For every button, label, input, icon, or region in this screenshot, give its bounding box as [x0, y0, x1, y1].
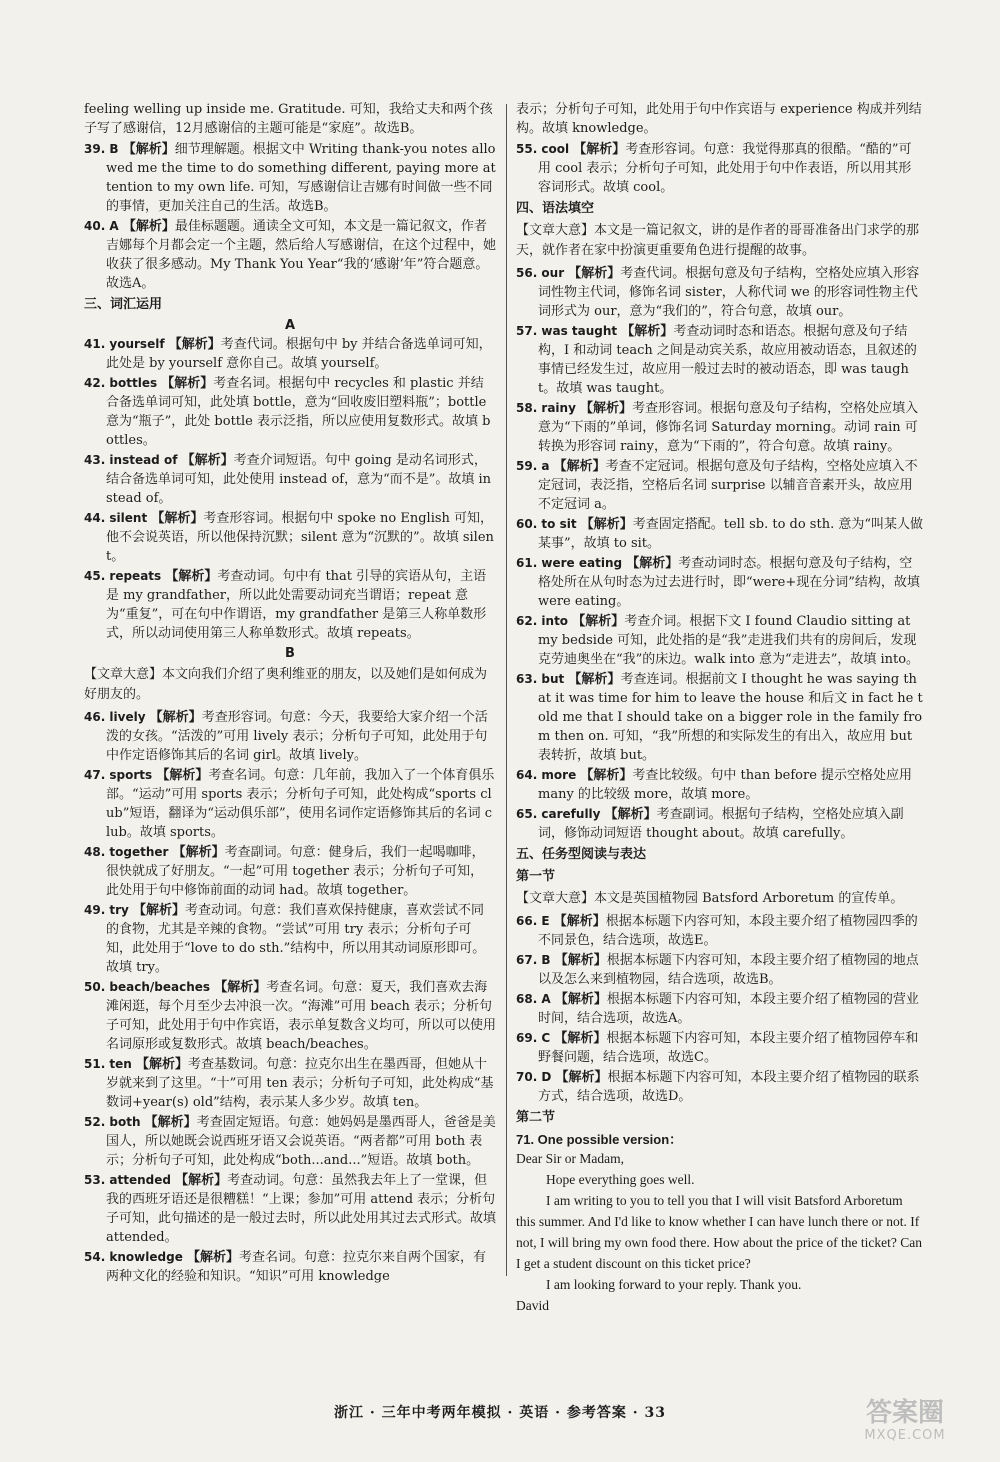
watermark-title: 答案圈: [865, 1398, 944, 1428]
answer-item-53: 53. attended 【解析】考查动词。句意：虽然我去年上了一堂课，但我的西班牙语还是很糟糕！“上课；参加”可用 attend 表示；分析句子可知，此句描述的是一般过去时，所以此处用其过去式形式。故填 attended。: [84, 1173, 497, 1245]
continued-text: feeling welling up inside me. Gratitude. 可知，我给丈夫和两个孩子写了感谢信，12月感谢信的主题可能是“家庭”。故选B。: [84, 102, 493, 136]
answer-item-56: 56. our 【解析】考查代词。根据句意及句子结构，空格处应填入形容词性物主代词，修饰名词 sister，人称代词 we 的形容词性物主代词形式为 our，意为“我们的”，符合句意，故填 our。: [516, 266, 920, 319]
page-footer: 浙江 · 三年中考两年模拟 · 英语 · 参考答案 · 33: [334, 1405, 666, 1421]
answer-item-62: 62. into 【解析】考查介词。根据下文 I found Claudio sitting at my bedside 可知，此处指的是“我”走进我们共有的房间后，发现克劳迪奥坐在“我”的床边。walk into 意为“走进去”，故填 into。: [516, 614, 920, 667]
answer-item-61: 61. were eating 【解析】考查动词时态。根据句意及句子结构，空格处所在从句时态为过去进行时，即“were+现在分词”结构，故填 were eating。: [516, 556, 920, 609]
answer-item-39: 39. B 【解析】细节理解题。根据文中 Writing thank-you notes allowed me the time to do something different, paying more attention to my own life. 可知，写感谢信让吉娜有时间做一些不同的事情，更加关注自己的生活。故选B。: [84, 142, 496, 214]
watermark-url: MXQE.COM: [864, 1428, 946, 1443]
letter-paragraph: I am looking forward to your reply. Thank you.: [546, 1277, 802, 1292]
answer-item-63: 63. but 【解析】考查连词。根据前文 I thought he was saying that it was time for him to leave the house 和后文 in fact he told me that I should take on a bigger role in the family from then on. 可知，“我”所想的和实际发生的有出入，故应用 but 表转折，故填 but。: [516, 672, 923, 763]
answer-item-49: 49. try 【解析】考查动词。句意：我们喜欢保持健康，喜欢尝试不同的食物，尤其是辛辣的食物。“尝试”可用 try 表示；分析句子可知，此处用于“love to do sth.”结构中，所以用其动词原形即可。故填 try。: [84, 903, 486, 975]
continued-text: 表示；分析句子可知，此处用于句中作宾语与 experience 构成并列结构。故填 knowledge。: [516, 102, 922, 136]
section-heading-grammar: 四、语法填空: [516, 201, 595, 216]
letter-paragraph: Hope everything goes well.: [546, 1172, 695, 1187]
answer-item-50: 50. beach/beaches 【解析】考查名词。句意：夏天，我们喜欢去海滩闲逛，每个月至少去冲浪一次。“海滩”可用 beach 表示；分析句子可知，此处用于句中作宾语，表示单复数含义均可，所以可以使用名词原形或复数形式。故填 beach/beaches。: [84, 980, 497, 1052]
left-column: [84, 100, 496, 1287]
answer-item-42: 42. bottles 【解析】考查名词。根据句中 recycles 和 plastic 并结合备选单词可知，此处填 bottle，意为“回收废旧塑料瓶”；bottle 意为“瓶子”，此处 bottle 表示泛指，所以应使用复数形式。故填 bottles。: [84, 376, 491, 448]
section-heading-vocabulary: 三、词汇运用: [84, 297, 163, 312]
letter-greeting: Dear Sir or Madam,: [516, 1151, 624, 1166]
answer-item-52: 52. both 【解析】考查固定短语。句意：她妈妈是墨西哥人，爸爸是美国人，所以她既会说西班牙语又会说英语。“两者都”可用 both 表示；分析句子可知，此处构成“both...and...”短语。故填 both。: [84, 1115, 496, 1168]
answer-item-66: 66. E 【解析】根据本标题下内容可知，本段主要介绍了植物园四季的不同景色，结合选项，故选E。: [516, 914, 918, 948]
answer-item-69: 69. C 【解析】根据本标题下内容可知，本段主要介绍了植物园停车和野餐问题，结合选项，故选C。: [516, 1031, 919, 1065]
answer-item-65: 65. carefully 【解析】考查副词。根据句子结构，空格处应填入副词，修饰动词短语 thought about。故填 carefully。: [516, 807, 904, 841]
answer-item-67: 67. B 【解析】根据本标题下内容可知，本段主要介绍了植物园的地点以及怎么来到植物园，结合选项，故选B。: [516, 953, 919, 987]
answer-item-57: 57. was taught 【解析】考查动词时态和语态。根据句意及句子结构，I 和动词 teach 之间是动宾关系，故应用被动语态，且叙述的事情已经发生过，故应用一般过去时的被动语态，即 was taught。故填 was taught。: [516, 324, 917, 396]
answer-item-55: 55. cool 【解析】考查形容词。句意：我觉得那真的很酷。“酷的”可用 cool 表示；分析句子可知，此处用于句中作表语，所以用其形容词形式。故填 cool。: [516, 142, 912, 195]
article-summary-grammar: 【文章大意】本文是一篇记叙文，讲的是作者的哥哥准备出门求学的那天，就作者在家中扮演更重要角色进行提醒的故事。: [516, 223, 920, 258]
answer-item-41: 41. yourself 【解析】考查代词。根据句中 by 并结合备选单词可知，此处是 by yourself 意你自己。故填 yourself。: [84, 337, 492, 371]
letter-paragraph: I am writing to you to tell you that I will visit Batsford Arboretum this summer. And I'd like to know whether I can have lunch there or not. If not, I will bring my own food there. How about the price of the ticket? Can I get a student discount on this ticket price?: [516, 1193, 923, 1271]
article-summary-task: 【文章大意】本文是英国植物园 Batsford Arboretum 的宣传单。: [516, 891, 904, 906]
answer-item-46: 46. lively 【解析】考查形容词。句意：今天，我要给大家介绍一个活泼的女孩。“活泼的”可用 lively 表示；分析句子可知，此处用于句中作定语修饰其后的名词 girl。故填 lively。: [84, 710, 488, 763]
section-heading-task-reading: 五、任务型阅读与表达: [516, 847, 647, 862]
answer-item-40: 40. A 【解析】最佳标题题。通读全文可知，本文是一篇记叙文，作者吉娜每个月都会定一个主题，然后给人写感谢信，在这个过程中，她收获了很多感动。My Thank You Year“我的‘感谢’年”符合题意。故选A。: [84, 219, 497, 291]
answer-item-44: 44. silent 【解析】考查形容词。根据句中 spoke no English 可知，他不会说英语，所以他保持沉默；silent 意为“沉默的”。故填 silent。: [84, 511, 494, 564]
answer-item-47: 47. sports 【解析】考查名词。句意：几年前，我加入了一个体育俱乐部。“运动”可用 sports 表示；分析句子可知，此处构成“sports club”短语，翻译为“运动俱乐部”，使用名词作定语修饰其后的名词 club。故填 sports。: [84, 768, 495, 840]
answer-item-64: 64. more 【解析】考查比较级。句中 than before 提示空格处应用 many 的比较级 more，故填 more。: [516, 768, 913, 802]
answer-item-59: 59. a 【解析】考查不定冠词。根据句意及句子结构，空格处应填入不定冠词，表泛指，空格后名词 surprise 以辅音音素开头，故应用不定冠词 a。: [516, 459, 918, 512]
article-summary-b: 【文章大意】本文向我们介绍了奥利维亚的朋友，以及她们是如何成为好朋友的。: [84, 667, 488, 702]
answer-item-48: 48. together 【解析】考查副词。句意：健身后，我们一起喝咖啡，很快就成了好朋友。“一起”可用 together 表示；分析句子可知，此处用于句中修饰前面的动词 had。故填 together。: [84, 845, 485, 898]
part-heading-1: 第一节: [516, 869, 556, 884]
right-column: [516, 100, 924, 1316]
answer-item-51: 51. ten 【解析】考查基数词。句意：拉克尔出生在墨西哥，但她从十岁就来到了这里。“十”可用 ten 表示；分析句子可知，此处构成“基数词+year(s) old”结构，表示某人多少岁。故填 ten。: [84, 1057, 494, 1110]
letter-signature: David: [516, 1298, 549, 1313]
answer-item-68: 68. A 【解析】根据本标题下内容可知，本段主要介绍了植物园的营业时间，结合选项，故选A。: [516, 992, 919, 1026]
part-heading-2: 第二节: [516, 1110, 556, 1125]
watermark-logo: [840, 1398, 970, 1454]
subsection-label-a: A: [284, 318, 296, 333]
answer-item-58: 58. rainy 【解析】考查形容词。根据句意及句子结构，空格处应填入意为“下雨的”单词，修饰名词 Saturday morning。动词 rain 可转换为形容词 rainy，意为“下雨的”，符合句意。故填 rainy。: [516, 401, 919, 454]
answer-item-54: 54. knowledge 【解析】考查名词。句意：拉克尔来自两个国家，有两种文化的经验和知识。“知识”可用 knowledge: [84, 1250, 487, 1284]
answer-item-45: 45. repeats 【解析】考查动词。句中有 that 引导的宾语从句，主语是 my grandfather，所以此处需要动词充当谓语；repeat 意为“重复”，可在句中作谓语，my grandfather 是第三人称单数形式，所以动词使用第三人称单数形式。故填 repeats。: [84, 569, 487, 641]
answer-item-43: 43. instead of 【解析】考查介词短语。句中 going 是动名词形式，结合备选单词可知，此处使用 instead of，意为“而不是”。故填 instead of。: [84, 453, 492, 506]
answer-item-60: 60. to sit 【解析】考查固定搭配。tell sb. to do sth. 意为“叫某人做某事”，故填 to sit。: [516, 517, 923, 551]
sample-letter: [516, 1148, 924, 1316]
writing-answer-label: 71. One possible version：: [516, 1132, 683, 1147]
subsection-label-b: B: [285, 646, 295, 661]
answer-item-70: 70. D 【解析】根据本标题下内容可知，本段主要介绍了植物园的联系方式，结合选项，故选D。: [516, 1070, 920, 1104]
